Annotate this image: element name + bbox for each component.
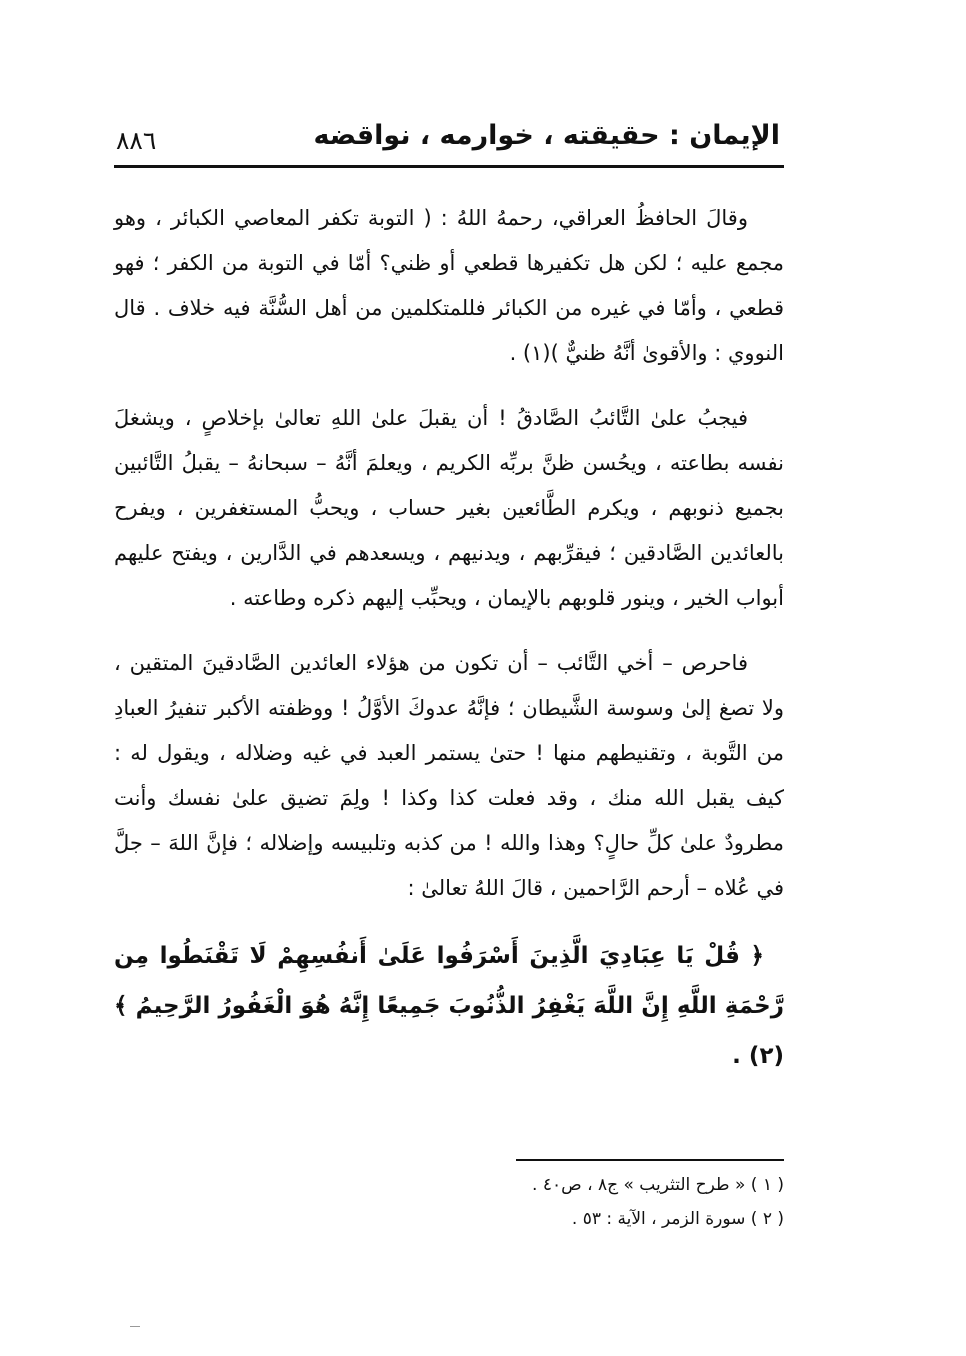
- footnote-1: ( ١ ) « طرح التثريب » ج٨ ، ص٤٠ .: [532, 1175, 784, 1195]
- running-title: الإيمان : حقيقته ، خوارمه ، نواقضه: [313, 120, 780, 151]
- header-divider: [114, 165, 784, 168]
- footnote-divider: [516, 1159, 784, 1161]
- paragraph-1: وقالَ الحافظُ العراقي، رحمهُ اللهُ : ( التوبة تكفر المعاصي الكبائر ، وهو مجمع عليه ؛ لكن هل تكفيرها قطعي أو ظني؟ أمّا في التوبة من الكفر ؛ فهو قطعي ، وأمّا في غيره من الكبائر فللمتكلمين من أهل السُّنَّة فيه خلاف . قال النووي : والأقوىٰ أنَّهُ ظنيٌّ )(١) .: [114, 206, 784, 365]
- paragraph-2: فيجبُ علىٰ التَّائبُ الصَّادقُ ! أن يقبلَ علىٰ اللهِ تعالىٰ بإخلاصٍ ، ويشغلَ نفسه بطاعته ، ويحُسن ظنَّ بربِّه الكريم ، ويعلمَ أنَّهُ – سبحانهُ – يقبلُ التَّائبين بجميع ذنوبهم ، ويكرم الطَّائعين بغير حساب ، ويحبُّ المستغفرين ، ويفرح بالعائدين الصَّادقين ؛ فيقرِّبهم ، ويدنيهم ، ويسعدهم في الدَّارين ، ويفتح عليهم أبواب الخير ، وينور قلوبهم بالإيمان ، ويحبِّب إليهم ذكره وطاعته .: [114, 406, 784, 610]
- main-text: [114, 196, 784, 1081]
- page-number: ٨٨٦: [116, 126, 157, 155]
- paragraph-3: فاحرص – أخي التَّائب – أن تكون من هؤلاء العائدين الصَّادقينَ المتقين ، ولا تصغ إلىٰ وسوسة الشَّيطان ؛ فإنَّهُ عدوكَ الأوَّلُ ! ووظفته الأكبر تنفيرُ العبادِ من التَّوبة ، وتقنيطهم منها ! حتىٰ يستمر العبد في غيه وضلاله ، ويقول له : كيف يقبل الله منك ، وقد فعلت كذا وكذا ! ولِمَ تضيق علىٰ نفسك وأنت مطرودٌ علىٰ كلِّ حالٍ؟ وهذا والله ! من كذبه وتلبيسه وإضلاله ؛ فإنَّ اللهَ – جلَّ في عُلاه – أرحم الرَّاحمين ، قالَ اللهُ تعالىٰ :: [114, 651, 784, 900]
- quran-verse: ﴿ قُلْ يَا عِبَادِيَ الَّذِينَ أَسْرَفُوا عَلَىٰ أَنفُسِهِمْ لَا تَقْنَطُوا مِن رَّحْمَةِ اللَّهِ إِنَّ اللَّهَ يَغْفِرُ الذُّنُوبَ جَمِيعًا إِنَّهُ هُوَ الْغَفُورُ الرَّحِيمُ ﴾(٢) .: [114, 943, 784, 1069]
- footnote-2: ( ٢ ) سورة الزمر ، الآية : ٥٣ .: [571, 1209, 784, 1229]
- scan-mark: [130, 1326, 140, 1327]
- page-header: [114, 118, 780, 162]
- footnotes: [420, 1168, 784, 1236]
